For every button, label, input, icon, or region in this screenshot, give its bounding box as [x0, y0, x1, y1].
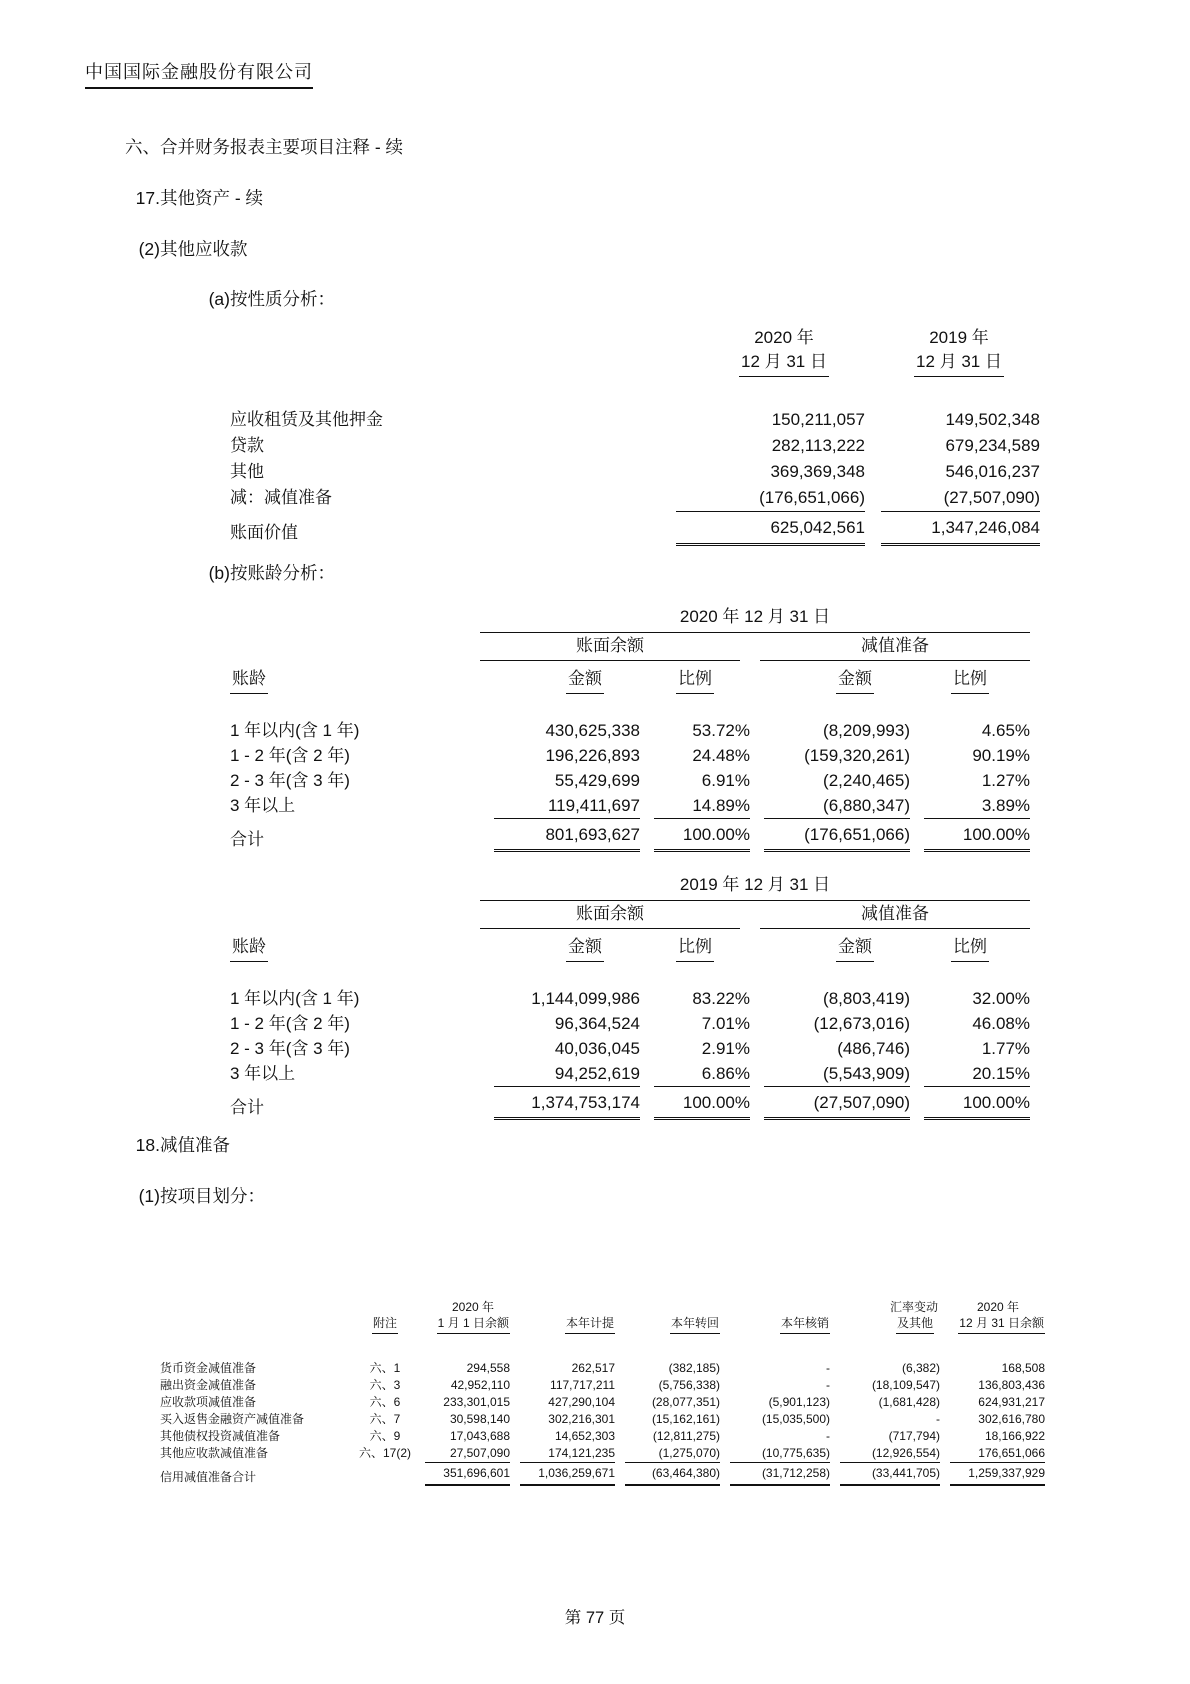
closing-balance: 176,651,066 — [978, 1446, 1045, 1460]
section-number: 17. — [135, 188, 160, 208]
row-label: 1 - 2 年(含 2 年) — [230, 1014, 350, 1033]
amount-2019: 149,502,348 — [945, 410, 1040, 429]
aging-table-2020 — [230, 604, 1030, 852]
impairment-ratio: 20.15% — [972, 1064, 1031, 1083]
section-number: (2) — [138, 239, 160, 259]
amount-column-header: 金额 — [836, 934, 874, 962]
balance-amount: 40,036,045 — [554, 1039, 640, 1058]
impairment-ratio: 90.19% — [972, 746, 1031, 765]
writeoff-amount: (10,775,635) — [761, 1446, 830, 1460]
total-impairment-amount: (27,507,090) — [764, 1086, 910, 1120]
closing-balance: 18,166,922 — [984, 1429, 1045, 1443]
row-label: 账面价值 — [230, 523, 298, 542]
column-header-2020 — [660, 326, 865, 377]
fx-amount: (18,109,547) — [871, 1378, 940, 1392]
row-label: 买入返售金融资产减值准备 — [160, 1412, 305, 1426]
impairment-header-row-1 — [160, 1300, 1045, 1315]
total-balance-amount: 801,693,627 — [494, 818, 640, 852]
year-label: 2020 年 — [754, 328, 814, 347]
table-row — [230, 459, 1040, 485]
section-title: 按账龄分析： — [230, 563, 335, 583]
amount-2019: (27,507,090) — [943, 488, 1040, 507]
table-total-row — [230, 511, 1040, 546]
ratio-column-header: 比例 — [676, 666, 714, 694]
note-ref: 六、1 — [369, 1361, 401, 1375]
row-label: 1 年以内(含 1 年) — [230, 989, 360, 1008]
aging-column-header: 账龄 — [230, 934, 268, 962]
writeoff-amount: (15,035,500) — [761, 1412, 830, 1426]
row-label: 3 年以上 — [230, 1064, 296, 1083]
amount-2019: 546,016,237 — [945, 462, 1040, 481]
fx-amount: (6,382) — [901, 1361, 940, 1375]
section-title: 其他应收款 — [160, 239, 248, 259]
section-heading-17 — [95, 185, 263, 210]
balance-amount: 196,226,893 — [545, 746, 640, 765]
table-row — [230, 768, 1030, 793]
column-header-2019 — [865, 326, 1040, 377]
table-row — [230, 718, 1030, 743]
section-heading-17-2b — [163, 560, 335, 585]
impairment-ratio: 32.00% — [972, 989, 1031, 1008]
table-row — [230, 485, 1040, 511]
table-row — [230, 986, 1030, 1011]
group-impairment-header: 减值准备 — [760, 633, 1030, 661]
table-row — [230, 433, 1040, 459]
table-row — [160, 1411, 1045, 1428]
section-number: (a) — [208, 289, 230, 309]
reversal-amount: (28,077,351) — [651, 1395, 720, 1409]
provision-amount: 117,717,211 — [550, 1378, 615, 1392]
table-row — [160, 1360, 1045, 1377]
impairment-amount: (2,240,465) — [823, 771, 910, 790]
note-ref: 六、3 — [369, 1378, 401, 1392]
fx-header-line2: 及其他 — [896, 1315, 934, 1334]
fx-header-line1: 汇率变动 — [889, 1300, 938, 1314]
ratio-column-header: 比例 — [951, 666, 989, 694]
table-row — [160, 1428, 1045, 1445]
impairment-amount: (8,803,419) — [823, 989, 910, 1008]
fx-amount: (12,926,554) — [871, 1446, 940, 1460]
amount-column-header: 金额 — [566, 666, 604, 694]
year-label: 2020 年 — [976, 1300, 1019, 1314]
opening-balance-header: 1 月 1 日余额 — [437, 1315, 510, 1334]
section-heading-6 — [95, 134, 403, 159]
note-column-header: 附注 — [372, 1315, 398, 1334]
table-row — [230, 1011, 1030, 1036]
opening-balance: 17,043,688 — [449, 1429, 510, 1443]
row-label: 3 年以上 — [230, 796, 296, 815]
row-label: 1 - 2 年(含 2 年) — [230, 746, 350, 765]
balance-amount: 119,411,697 — [547, 796, 640, 815]
impairment-header-row-2 — [160, 1315, 1045, 1334]
aging-column-header-row — [230, 661, 1030, 694]
row-label: 合计 — [230, 830, 264, 849]
balance-amount: 1,144,099,986 — [531, 989, 640, 1008]
total-writeoff: (31,712,258) — [730, 1462, 830, 1486]
row-label: 合计 — [230, 1098, 264, 1117]
balance-amount: 55,429,699 — [554, 771, 640, 790]
balance-ratio: 6.91% — [701, 771, 750, 790]
section-heading-18-1 — [95, 1183, 265, 1208]
section-heading-17-2 — [95, 236, 248, 261]
opening-balance: 27,507,090 — [449, 1446, 510, 1460]
total-impairment-ratio: 100.00% — [924, 818, 1030, 852]
amount-column-header: 金额 — [566, 934, 604, 962]
closing-balance: 168,508 — [1001, 1361, 1045, 1375]
section-title: 合并财务报表主要项目注释 - 续 — [160, 137, 404, 157]
total-impairment-amount: (176,651,066) — [764, 818, 910, 852]
ratio-column-header: 比例 — [676, 934, 714, 962]
balance-amount: 94,252,619 — [554, 1064, 640, 1083]
table-title: 2020 年 12 月 31 日 — [480, 604, 1030, 633]
impairment-table — [160, 1300, 1045, 1486]
section-number: (1) — [138, 1186, 160, 1206]
fx-amount: (717,794) — [888, 1429, 940, 1443]
impairment-ratio: 46.08% — [972, 1014, 1031, 1033]
section-title: 按性质分析： — [230, 289, 335, 309]
impairment-amount: (486,746) — [837, 1039, 910, 1058]
section-heading-17-2a — [163, 286, 335, 311]
aging-table-title-row — [230, 604, 1030, 633]
table-row — [230, 407, 1040, 433]
aging-column-header-row — [230, 929, 1030, 962]
impairment-amount: (159,320,261) — [804, 746, 910, 765]
total-balance-ratio: 100.00% — [654, 1086, 750, 1120]
provision-amount: 14,652,303 — [554, 1429, 615, 1443]
impairment-ratio: 1.77% — [981, 1039, 1031, 1058]
opening-balance: 233,301,015 — [443, 1395, 510, 1409]
fx-amount: - — [936, 1412, 940, 1426]
balance-ratio: 83.22% — [692, 989, 750, 1008]
fx-amount: (1,681,428) — [878, 1395, 940, 1409]
table-row — [230, 743, 1030, 768]
total-balance-amount: 1,374,753,174 — [494, 1086, 640, 1120]
reversal-amount: (5,756,338) — [658, 1378, 720, 1392]
reversal-amount: (1,275,070) — [658, 1446, 720, 1460]
amount-2020: (176,651,066) — [759, 488, 865, 507]
nature-table — [230, 326, 1040, 546]
row-label: 信用减值准备合计 — [160, 1470, 257, 1484]
aging-table-title-row — [230, 872, 1030, 901]
amount-2020: 150,211,057 — [771, 410, 865, 429]
row-label: 其他 — [230, 462, 264, 481]
writeoff-amount: (5,901,123) — [768, 1395, 830, 1409]
row-label: 货币资金减值准备 — [160, 1361, 257, 1375]
date-label: 12 月 31 日 — [914, 350, 1004, 377]
provision-amount: 302,216,301 — [548, 1412, 615, 1426]
section-heading-18 — [95, 1132, 230, 1157]
table-title: 2019 年 12 月 31 日 — [480, 872, 1030, 901]
amount-2020: 282,113,222 — [771, 436, 865, 455]
reversal-amount: (382,185) — [668, 1361, 720, 1375]
table-row — [160, 1377, 1045, 1394]
row-label: 减：减值准备 — [230, 488, 332, 507]
balance-ratio: 14.89% — [692, 796, 750, 815]
note-ref: 六、17(2) — [358, 1446, 411, 1460]
closing-balance: 136,803,436 — [978, 1378, 1045, 1392]
section-number: 18. — [135, 1135, 160, 1155]
total-impairment-ratio: 100.00% — [924, 1086, 1030, 1120]
aging-table-2019 — [230, 872, 1030, 1120]
balance-amount: 96,364,524 — [554, 1014, 640, 1033]
opening-balance: 30,598,140 — [449, 1412, 510, 1426]
table-row — [230, 793, 1030, 818]
writeoff-amount: - — [826, 1378, 830, 1392]
reversal-amount: (12,811,275) — [652, 1429, 720, 1443]
balance-ratio: 24.48% — [692, 746, 750, 765]
balance-ratio: 6.86% — [701, 1064, 750, 1083]
balance-ratio: 7.01% — [701, 1014, 750, 1033]
impairment-ratio: 4.65% — [981, 721, 1031, 740]
section-number: (b) — [208, 563, 230, 583]
row-label: 贷款 — [230, 436, 264, 455]
amount-column-header: 金额 — [836, 666, 874, 694]
date-label: 12 月 31 日 — [739, 350, 829, 377]
reversal-amount: (15,162,161) — [651, 1412, 720, 1426]
total-balance-ratio: 100.00% — [654, 818, 750, 852]
closing-balance-header: 12 月 31 日余额 — [958, 1315, 1045, 1334]
closing-balance: 624,931,217 — [978, 1395, 1045, 1409]
balance-ratio: 2.91% — [701, 1039, 750, 1058]
table-row — [160, 1445, 1045, 1462]
total-amount-2019: 1,347,246,084 — [881, 511, 1040, 546]
year-label: 2019 年 — [929, 328, 989, 347]
provision-amount: 427,290,104 — [548, 1395, 615, 1409]
note-ref: 六、7 — [369, 1412, 401, 1426]
aging-group-row — [230, 901, 1030, 929]
row-label: 1 年以内(含 1 年) — [230, 721, 360, 740]
provision-amount: 262,517 — [571, 1361, 615, 1375]
impairment-amount: (12,673,016) — [813, 1014, 910, 1033]
impairment-ratio: 3.89% — [981, 796, 1031, 815]
row-label: 应收款项减值准备 — [160, 1395, 257, 1409]
total-reversal: (63,464,380) — [625, 1462, 720, 1486]
writeoff-header: 本年核销 — [780, 1315, 830, 1334]
nature-table-header-row — [230, 326, 1040, 377]
row-label: 2 - 3 年(含 3 年) — [230, 1039, 350, 1058]
page-number: 第 77 页 — [564, 1609, 626, 1627]
group-balance-header: 账面余额 — [480, 901, 740, 929]
impairment-ratio: 1.27% — [981, 771, 1031, 790]
amount-2020: 369,369,348 — [770, 462, 865, 481]
balance-ratio: 53.72% — [692, 721, 750, 740]
table-total-row — [230, 1086, 1030, 1120]
table-total-row — [230, 818, 1030, 852]
section-title: 按项目划分： — [160, 1186, 265, 1206]
writeoff-amount: - — [826, 1361, 830, 1375]
impairment-amount: (8,209,993) — [823, 721, 910, 740]
total-amount-2020: 625,042,561 — [676, 511, 865, 546]
balance-amount: 430,625,338 — [545, 721, 640, 740]
aging-group-row — [230, 633, 1030, 661]
section-title: 其他资产 - 续 — [160, 188, 264, 208]
row-label: 2 - 3 年(含 3 年) — [230, 771, 350, 790]
impairment-amount: (6,880,347) — [823, 796, 910, 815]
provision-amount: 174,121,235 — [548, 1446, 615, 1460]
opening-balance: 42,952,110 — [450, 1378, 510, 1392]
aging-column-header: 账龄 — [230, 666, 268, 694]
section-title: 减值准备 — [160, 1135, 230, 1155]
closing-balance: 302,616,780 — [978, 1412, 1045, 1426]
row-label: 应收租赁及其他押金 — [230, 410, 383, 429]
table-total-row — [160, 1462, 1045, 1486]
writeoff-amount: - — [826, 1429, 830, 1443]
table-row — [230, 1036, 1030, 1061]
total-fx: (33,441,705) — [840, 1462, 940, 1486]
impairment-amount: (5,543,909) — [823, 1064, 910, 1083]
section-number: 六、 — [125, 137, 160, 157]
total-opening-balance: 351,696,601 — [425, 1462, 510, 1486]
amount-2019: 679,234,589 — [945, 436, 1040, 455]
table-row — [160, 1394, 1045, 1411]
table-row — [230, 1061, 1030, 1086]
total-closing-balance: 1,259,337,929 — [950, 1462, 1045, 1486]
row-label: 融出资金减值准备 — [160, 1378, 257, 1392]
reversal-header: 本年转回 — [670, 1315, 720, 1334]
company-name: 中国国际金融股份有限公司 — [85, 58, 313, 89]
note-ref: 六、9 — [369, 1429, 401, 1443]
total-provision: 1,036,259,671 — [520, 1462, 615, 1486]
row-label: 其他债权投资减值准备 — [160, 1429, 281, 1443]
group-impairment-header: 减值准备 — [760, 901, 1030, 929]
note-ref: 六、6 — [369, 1395, 401, 1409]
provision-header: 本年计提 — [565, 1315, 615, 1334]
opening-balance: 294,558 — [466, 1361, 510, 1375]
row-label: 其他应收款减值准备 — [160, 1446, 269, 1460]
group-balance-header: 账面余额 — [480, 633, 740, 661]
ratio-column-header: 比例 — [951, 934, 989, 962]
year-label: 2020 年 — [451, 1300, 494, 1314]
